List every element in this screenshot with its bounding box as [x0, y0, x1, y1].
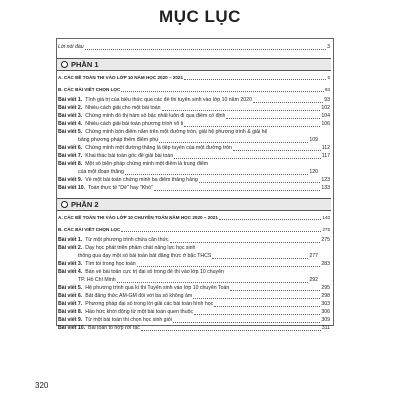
article-label: Bài viết 2.	[58, 245, 83, 251]
article-page: 117	[321, 153, 330, 159]
toc-article[interactable]	[58, 161, 330, 168]
toc-article[interactable]	[58, 153, 330, 160]
leader-dots	[212, 258, 308, 259]
article-label: Bài viết 4.	[58, 269, 83, 275]
article-page: 275	[321, 237, 330, 243]
entry-title: Lời nói đầu	[58, 44, 84, 50]
article-title-continued: bằng phương pháp thêm điểm phụ	[78, 137, 159, 143]
article-title: Nhiều cách giải cho một bài toán	[85, 105, 161, 111]
article-title: Nhiều cách giải bài toán phương trình vô tỉ	[85, 121, 184, 127]
part-label: PHẦN 2	[71, 200, 99, 209]
article-title: Bàn về bài toán cực trị đại số trong đề thi vào lớp 10 chuyên	[85, 269, 224, 275]
toc-section-1a[interactable]	[58, 74, 330, 81]
leader-dots	[253, 102, 323, 103]
article-page: 311	[321, 325, 330, 331]
article-label: Bài viết 9.	[58, 317, 83, 323]
article-label: Bài viết 6.	[58, 145, 83, 151]
article-page: 104	[321, 113, 330, 119]
section-page: 275	[322, 227, 330, 232]
toc-article-continuation[interactable]	[78, 253, 318, 260]
article-title-continued: TP. Hồ Chí Minh	[78, 277, 116, 283]
section-title: B. CÁC BÀI VIẾT CHỌN LỌC	[58, 227, 121, 232]
section-title: B. CÁC BÀI VIẾT CHỌN LỌC	[58, 87, 121, 92]
page-number: 320	[35, 381, 49, 390]
toc-section-2b[interactable]	[58, 226, 330, 233]
article-title: Tính giá trị của biểu thức qua các đề thi tuyển sinh vào lớp 10 năm 2020	[85, 97, 252, 103]
toc-article[interactable]	[58, 301, 330, 308]
leader-dots	[193, 298, 320, 299]
article-title: Từ một bài toán thi chọn học sinh giỏi	[85, 317, 172, 323]
article-page: 133	[321, 185, 330, 191]
toc-article[interactable]	[58, 245, 330, 252]
toc-article-continuation[interactable]	[78, 169, 318, 176]
leader-dots	[194, 314, 320, 315]
article-label: Bài viết 1.	[58, 237, 83, 243]
article-label: Bài viết 7.	[58, 301, 83, 307]
article-title: Từ một phương trình chứa căn thức	[85, 237, 169, 243]
article-page: 309	[321, 317, 330, 323]
toc-article[interactable]	[58, 145, 330, 152]
leader-dots	[170, 242, 321, 243]
leader-dots	[125, 174, 308, 175]
article-page: 112	[321, 145, 330, 151]
article-page: 303	[321, 301, 330, 307]
article-label: Bài viết 3.	[58, 113, 83, 119]
article-page: 283	[321, 261, 330, 267]
circle-bullet-icon	[61, 201, 68, 208]
article-title: Một số biện pháp chứng minh một điểm là trung điểm	[85, 161, 209, 167]
leader-dots	[184, 79, 326, 80]
toc-article[interactable]	[58, 105, 330, 112]
section-page: 5	[327, 75, 330, 80]
article-title-continued: của một đoạn thẳng	[78, 169, 124, 175]
leader-dots	[233, 150, 321, 151]
article-title: Dạy học phát triển phẩm chất năng lực học sinh	[85, 245, 196, 251]
leader-dots	[174, 158, 321, 159]
article-label: Bài viết 6.	[58, 293, 83, 299]
article-title: Hệ phương trình qua kì thi Tuyển sinh vào lớp 10 chuyên Toán	[85, 285, 230, 291]
toc-article[interactable]	[58, 185, 330, 192]
article-label: Bài viết 10.	[58, 185, 86, 191]
leader-dots	[137, 266, 321, 267]
toc-article[interactable]	[58, 97, 330, 104]
article-page: 277	[309, 253, 318, 259]
toc-article[interactable]	[58, 269, 330, 276]
article-page: 292	[309, 277, 318, 283]
leader-dots	[199, 182, 321, 183]
leader-dots	[214, 306, 320, 307]
article-label: Bài viết 8.	[58, 309, 83, 315]
toc-article-continuation[interactable]	[78, 137, 318, 144]
article-title: Toán thực tế "Dễ" hay "Khó"	[88, 185, 153, 191]
article-label: Bài viết 5.	[58, 129, 83, 135]
article-title: Về một bài toán chứng minh ba điểm thẳng hàng	[85, 177, 198, 183]
leader-dots	[184, 126, 320, 127]
article-title: Bất đẳng thức AM-GM đối với ba số không âm	[85, 293, 193, 299]
article-page: 120	[309, 169, 318, 175]
leader-dots	[154, 190, 320, 191]
leader-dots	[162, 110, 321, 111]
section-title: A. CÁC ĐỀ TOÁN THI VÀO LỚP 10 NĂM HỌC 2020 – 2021	[58, 75, 184, 80]
toc-article[interactable]	[58, 317, 330, 324]
article-title: Hào hức khởi động từ một bài toán quen thuộc	[85, 309, 194, 315]
leader-dots	[121, 231, 321, 232]
article-page: 306	[321, 309, 330, 315]
part-label: PHẦN 1	[71, 60, 99, 69]
section-title: A. CÁC ĐỀ TOÁN THI VÀO LỚP 10 CHUYÊN TOÁN NĂM HỌC 2020 – 2021	[58, 215, 218, 220]
article-title: Bài toán tổ hợp rời rạc	[88, 325, 140, 331]
article-label: Bài viết 7.	[58, 153, 83, 159]
section-page: 140	[322, 215, 330, 220]
article-page: 106	[321, 121, 330, 127]
page-title: MỤC LỤC	[159, 7, 241, 26]
leader-dots	[230, 290, 320, 291]
toc-article[interactable]	[58, 237, 330, 244]
leader-dots	[141, 330, 321, 331]
leader-dots	[121, 91, 324, 92]
leader-dots	[85, 49, 326, 50]
article-page: 295	[321, 285, 330, 291]
toc-article[interactable]	[58, 285, 330, 292]
toc-article[interactable]	[58, 177, 330, 184]
toc-article[interactable]	[58, 325, 330, 332]
toc-article[interactable]	[58, 309, 330, 316]
section-page: 93	[324, 87, 330, 92]
article-label: Bài viết 10.	[58, 325, 86, 331]
toc-section-1b[interactable]	[58, 86, 330, 93]
toc-entry-intro[interactable]	[58, 44, 330, 51]
toc-article-continuation[interactable]	[78, 277, 318, 284]
article-label: Bài viết 9.	[58, 177, 83, 183]
part-2-header	[57, 198, 331, 211]
leader-dots	[173, 322, 321, 323]
article-label: Bài viết 3.	[58, 261, 83, 267]
toc-article[interactable]	[58, 261, 330, 268]
toc-article[interactable]	[58, 129, 330, 136]
article-title: Khai thác bài toán gốc để giải bài toán	[85, 153, 174, 159]
article-label: Bài viết 8.	[58, 161, 83, 167]
article-title-continued: thông qua dạy một số bài toán bất đẳng thức ở bậc THCS	[78, 253, 212, 259]
article-label: Bài viết 2.	[58, 105, 83, 111]
article-page: 93	[324, 97, 330, 103]
leader-dots	[117, 282, 309, 283]
article-label: Bài viết 1.	[58, 97, 83, 103]
toc-section-2a[interactable]	[58, 214, 330, 221]
article-title: Chứng minh đồ thị hàm số bậc nhất luôn đi qua điểm cố định	[85, 113, 226, 119]
article-page: 123	[321, 177, 330, 183]
article-page: 102	[321, 105, 330, 111]
article-label: Bài viết 4.	[58, 121, 83, 127]
article-label: Bài viết 5.	[58, 285, 83, 291]
leader-dots	[159, 142, 308, 143]
article-title: Chứng minh một đường thẳng là tiếp tuyến của một đường tròn	[85, 145, 232, 151]
article-page: 109	[309, 137, 318, 143]
circle-bullet-icon	[61, 61, 68, 68]
part-1-header	[57, 58, 331, 71]
toc-article[interactable]	[58, 293, 330, 300]
leader-dots	[226, 118, 320, 119]
leader-dots	[219, 219, 321, 220]
article-page: 298	[321, 293, 330, 299]
toc-article[interactable]	[58, 113, 330, 120]
article-title: Phương pháp đại số trong lời giải các bài toán hình học	[85, 301, 214, 307]
toc-article[interactable]	[58, 121, 330, 128]
article-title: Chứng minh bốn điểm nằm trên một đường tròn, giải hệ phương trình & giải hệ	[85, 129, 268, 135]
article-title: Tìm tòi trong học toán	[85, 261, 136, 267]
entry-page: 3	[327, 44, 330, 50]
